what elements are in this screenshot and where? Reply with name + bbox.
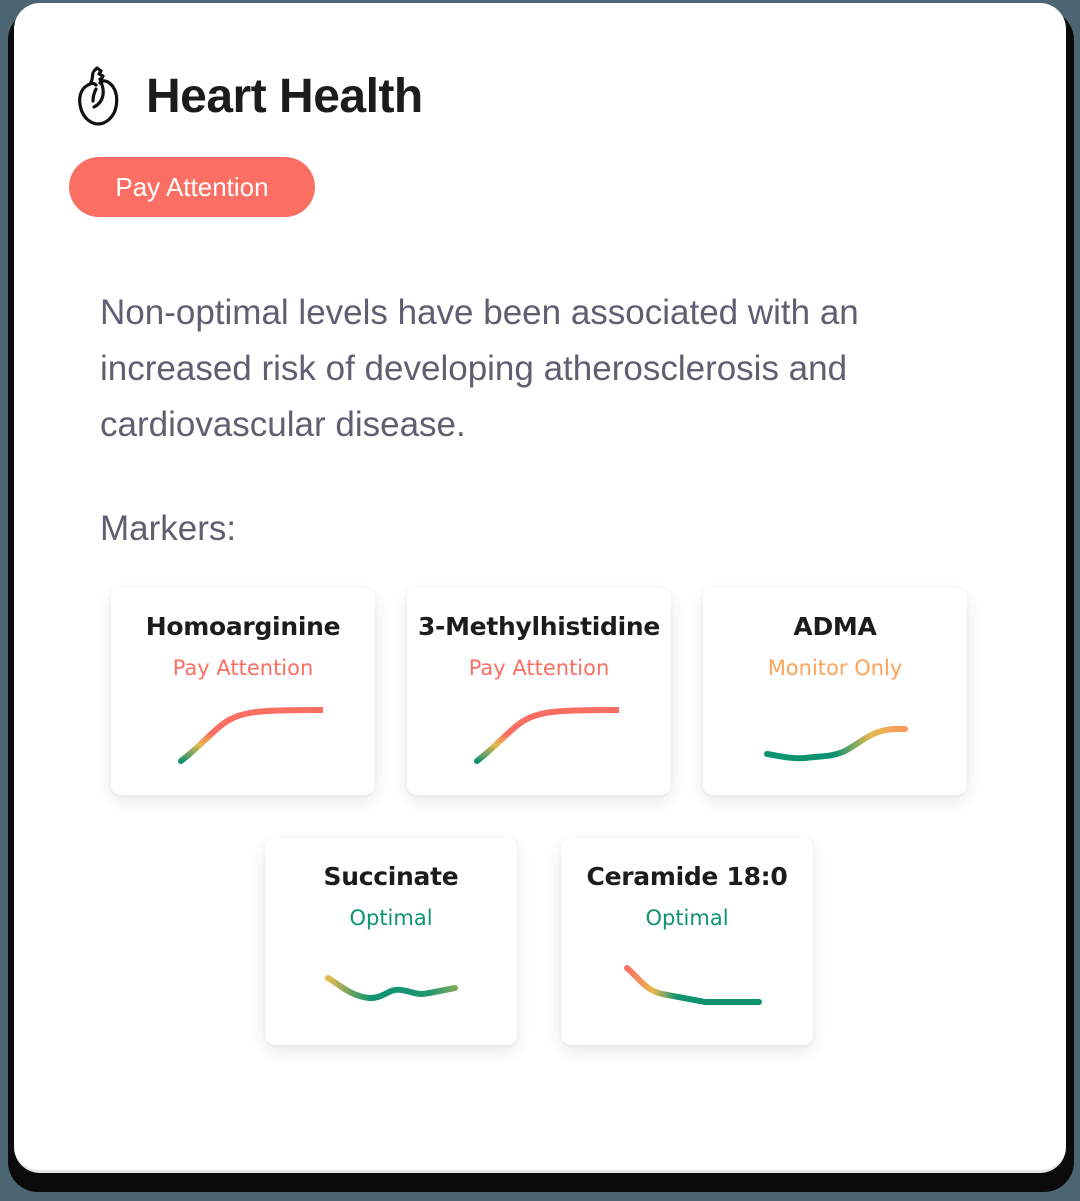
marker-name: 3-Methylhistidine: [417, 612, 661, 641]
marker-card-ceramide-18-0[interactable]: [561, 838, 813, 1045]
marker-card-succinate[interactable]: [265, 838, 517, 1045]
marker-card-adma[interactable]: [703, 588, 967, 795]
trend-sparkline: [163, 696, 323, 776]
description-text: Non-optimal levels have been associated with an increased risk of developing atherosclerosis and cardiovascular disease.: [100, 293, 859, 444]
marker-name: Ceramide 18:0: [586, 862, 788, 891]
card-header: [76, 65, 423, 127]
trend-sparkline: [755, 696, 915, 776]
marker-name: Succinate: [323, 862, 459, 891]
heart-health-card: [14, 3, 1066, 1173]
heart-organ-icon: [76, 65, 122, 127]
marker-status: Monitor Only: [767, 656, 903, 680]
marker-status: Pay Attention: [468, 656, 610, 680]
markers-heading: Markers:: [100, 509, 237, 548]
marker-status: Optimal: [349, 906, 433, 930]
marker-card-homoarginine[interactable]: [111, 588, 375, 795]
trend-sparkline: [607, 946, 767, 1026]
marker-name: ADMA: [793, 612, 877, 641]
trend-sparkline: [459, 696, 619, 776]
marker-status: Pay Attention: [172, 656, 314, 680]
marker-card-3-methylhistidine[interactable]: [407, 588, 671, 795]
marker-name: Homoarginine: [145, 612, 341, 641]
trend-sparkline: [311, 946, 471, 1026]
page-title: Heart Health: [146, 69, 423, 123]
marker-status: Optimal: [645, 906, 729, 930]
status-badge: Pay Attention: [69, 157, 315, 217]
